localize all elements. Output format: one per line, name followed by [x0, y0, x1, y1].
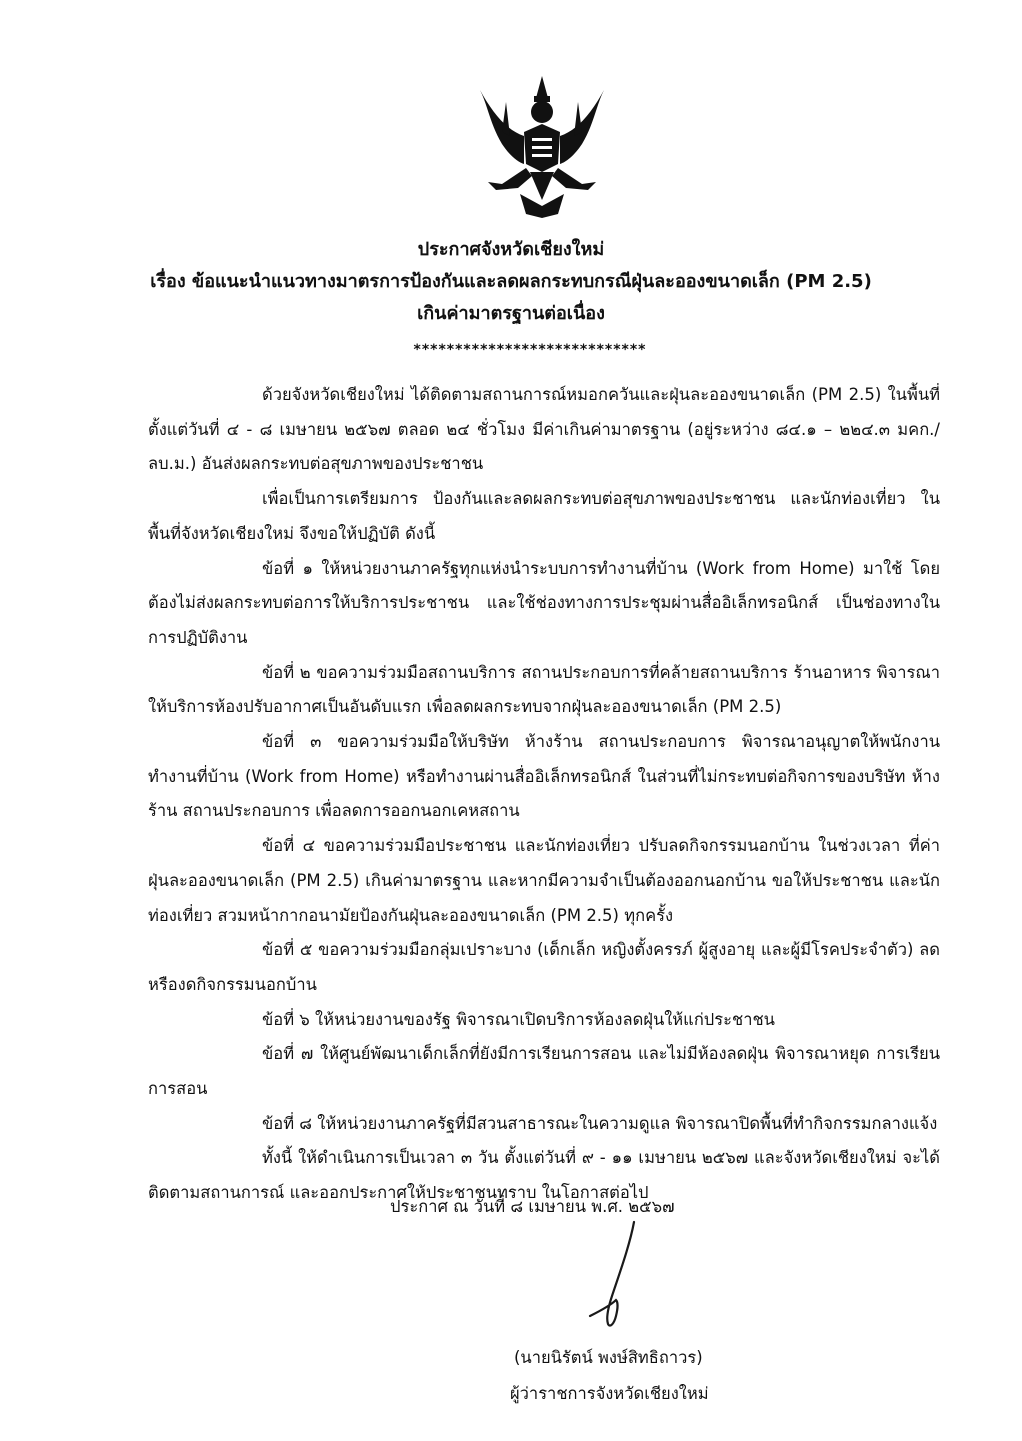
- item-4: ข้อที่ ๔ ขอความร่วมมือประชาชน และนักท่องเที่ยว ปรับลดกิจกรรมนอกบ้าน ในช่วงเวลา ที่ค่าฝุ่นละอองขนาดเล็ก (PM 2.5) เกินค่ามาตรฐาน และหากมีความจำเป็นต้องออกนอกบ้าน ขอให้ประชาชน และนักท่องเที่ยว สวมหน้ากากอนามัยป้องกันฝุ่นละอองขนาดเล็ก (PM 2.5) ทุกครั้ง: [148, 836, 940, 925]
- signer-block: [510, 1340, 810, 1412]
- signer-name: (นายนิรัตน์ พงษ์สิทธิถาวร): [514, 1348, 703, 1367]
- handwritten-signature-icon: [576, 1220, 656, 1332]
- announcement-body: [148, 378, 940, 1211]
- signer-position: ผู้ว่าราชการจังหวัดเชียงใหม่: [510, 1384, 709, 1403]
- item-3: ข้อที่ ๓ ขอความร่วมมือให้บริษัท ห้างร้าน สถานประกอบการ พิจารณาอนุญาตให้พนักงาน ทำงานที่บ้าน (Work from Home) หรือทำงานผ่านสื่ออิเล็กทรอนิกส์ ในส่วนที่ไม่กระทบต่อกิจการของบริษัท ห้างร้าน สถานประกอบการ เพื่อลดการออกนอกเคหสถาน: [148, 732, 940, 821]
- subject-prefix: เรื่อง: [150, 271, 186, 292]
- item-7: ข้อที่ ๗ ให้ศูนย์พัฒนาเด็กเล็กที่ยังมีการเรียนการสอน และไม่มีห้องลดฝุ่น พิจารณาหยุด การเรียนการสอน: [148, 1044, 940, 1099]
- intro-paragraph: ด้วยจังหวัดเชียงใหม่ ได้ติดตามสถานการณ์หมอกควันและฝุ่นละอองขนาดเล็ก (PM 2.5) ในพื้นที่ ตั้งแต่วันที่ ๔ - ๘ เมษายน ๒๕๖๗ ตลอด ๒๔ ชั่วโมง มีค่าเกินค่ามาตรฐาน (อยู่ระหว่าง ๘๔.๑ – ๒๒๔.๓ มคก./ลบ.ม.) อันส่งผลกระทบต่อสุขภาพของประชาชน: [148, 385, 940, 474]
- announcement-heading: [150, 234, 872, 330]
- announcement-subject: [150, 266, 872, 298]
- item-5: ข้อที่ ๕ ขอความร่วมมือกลุ่มเปราะบาง (เด็กเล็ก หญิงตั้งครรภ์ ผู้สูงอายุ และผู้มีโรคประจำตัว) ลดหรืองดกิจกรรมนอกบ้าน: [148, 940, 940, 994]
- item-6: ข้อที่ ๖ ให้หน่วยงานของรัฐ พิจารณาเปิดบริการห้องลดฝุ่นให้แก่ประชาชน: [262, 1009, 775, 1029]
- separator-line: ****************************: [413, 342, 647, 358]
- announcement-title: ประกาศจังหวัดเชียงใหม่: [417, 239, 605, 260]
- item-8: ข้อที่ ๘ ให้หน่วยงานภาครัฐที่มีสวนสาธารณะในความดูแล พิจารณาปิดพื้นที่ทำกิจกรรมกลางแจ้ง: [262, 1113, 938, 1133]
- announcement-date: ประกาศ ณ วันที่ ๘ เมษายน พ.ศ. ๒๕๖๗: [390, 1197, 675, 1216]
- subject-continuation: เกินค่ามาตรฐานต่อเนื่อง: [417, 303, 605, 324]
- purpose-paragraph: เพื่อเป็นการเตรียมการ ป้องกันและลดผลกระทบต่อสุขภาพของประชาชน และนักท่องเที่ยว ในพื้นที่จังหวัดเชียงใหม่ จึงขอให้ปฏิบัติ ดังนี้: [148, 489, 940, 543]
- item-1: ข้อที่ ๑ ให้หน่วยงานภาครัฐทุกแห่งนำระบบการทำงานที่บ้าน (Work from Home) มาใช้ โดยต้องไม่ส่งผลกระทบต่อการให้บริการประชาชน และใช้ช่องทางการประชุมผ่านสื่ออิเล็กทรอนิกส์ เป็นช่องทางในการปฏิบัติงาน: [148, 558, 940, 647]
- subject-text: ข้อแนะนำแนวทางมาตรการป้องกันและลดผลกระทบกรณีฝุ่นละอองขนาดเล็ก (PM 2.5): [191, 271, 872, 292]
- garuda-emblem-icon: [462, 72, 622, 222]
- item-2: ข้อที่ ๒ ขอความร่วมมือสถานบริการ สถานประกอบการที่คล้ายสถานบริการ ร้านอาหาร พิจารณาให้บริการห้องปรับอากาศเป็นอันดับแรก เพื่อลดผลกระทบจากฝุ่นละอองขนาดเล็ก (PM 2.5): [148, 662, 940, 717]
- closing-paragraph: ทั้งนี้ ให้ดำเนินการเป็นเวลา ๓ วัน ตั้งแต่วันที่ ๙ - ๑๑ เมษายน ๒๕๖๗ และจังหวัดเชียงใหม่ จะได้ติดตามสถานการณ์ และออกประกาศให้ประชาชนทราบ ในโอกาสต่อไป: [148, 1148, 940, 1203]
